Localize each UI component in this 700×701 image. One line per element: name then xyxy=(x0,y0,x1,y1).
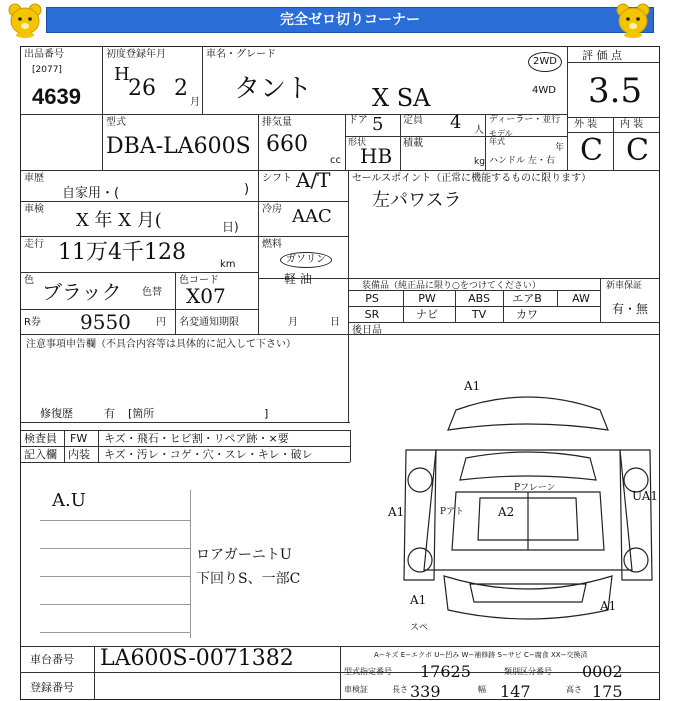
ac-label: 冷房 xyxy=(262,204,282,215)
recycle-value: 9550 xyxy=(80,310,131,334)
mascot-left-icon xyxy=(6,2,44,38)
history-value: 自家用・( xyxy=(62,186,120,201)
fuel-label: 燃料 xyxy=(262,239,282,250)
note-underbody: 下回りS、一部C xyxy=(196,571,301,587)
options-label: 装備品（純正品に限り○をつけてください） xyxy=(362,281,541,291)
size-label: 車検証 xyxy=(344,685,368,694)
name-label: 車名・グレード xyxy=(206,49,276,60)
sales-label: セールスポイント（正常に機能するものに限ります） xyxy=(352,173,592,184)
damage-mark: A1 xyxy=(388,505,405,519)
damage-mark: A1 xyxy=(600,599,617,613)
repair-label: 修復歴 xyxy=(40,407,73,420)
note-au: A.U xyxy=(52,490,86,511)
car-diagram xyxy=(396,380,660,642)
recycle-label: R券 xyxy=(24,317,41,328)
lot-label: 出品番号 xyxy=(24,49,64,60)
chassis-value: LA600S-0071382 xyxy=(100,646,294,671)
mileage-label: 走行 xyxy=(24,239,44,250)
lot-number: 4639 xyxy=(32,84,81,109)
car-name: タント xyxy=(234,74,313,104)
mileage-value: 11万4千128 xyxy=(58,240,186,265)
new-warranty-label: 新車保証 xyxy=(606,281,643,291)
doors-label: ドア xyxy=(348,115,368,126)
lot-small: [2077] xyxy=(32,65,62,75)
model-label: 型式 xyxy=(106,117,126,128)
shift-label: シフト xyxy=(262,173,292,184)
notes-label: 注意事項申告欄（不具合内容等は具体的に記入して下さい） xyxy=(26,339,296,350)
ext-label: 外 装 xyxy=(574,119,598,130)
damage-mark: A1 xyxy=(464,379,481,393)
banner xyxy=(46,7,654,33)
repair-place: [箇所 xyxy=(128,407,155,420)
color-code: X07 xyxy=(186,284,226,308)
history-close: ) xyxy=(244,182,250,197)
load-label: 積載 xyxy=(403,138,423,149)
car-grade: X SA xyxy=(372,84,431,112)
drive-2wd-label: 2WD xyxy=(533,56,557,67)
chassis-label: 車台番号 xyxy=(30,653,74,666)
inspection-close: 日) xyxy=(222,220,239,234)
length-value: 339 xyxy=(410,682,441,701)
drive-2wd xyxy=(528,52,562,72)
nen-label: 年 xyxy=(555,143,565,153)
option-item: ABS xyxy=(468,292,490,305)
inspector-fw-items: キズ・飛石・ヒビ割・リペア跡・×要 xyxy=(104,432,289,445)
inspector-fw: FW xyxy=(70,432,88,445)
width-label: 幅 xyxy=(478,685,486,694)
shape-value: HB xyxy=(360,144,393,168)
history-label: 車歴 xyxy=(24,173,44,184)
option-item: カワ xyxy=(516,308,538,321)
inspector-label-1: 検査員 xyxy=(24,432,57,445)
cap-unit: 人 xyxy=(474,125,484,136)
type-no-value: 17625 xyxy=(420,662,471,681)
banner-title: 完全ゼロ切りコーナー xyxy=(280,12,420,28)
diagram-note: スペ xyxy=(410,623,429,633)
inspector-label-2: 記入欄 xyxy=(24,448,57,461)
reg-year: 26 xyxy=(128,76,156,101)
reg-label: 初度登録年月 xyxy=(106,49,166,60)
shape-label: 形状 xyxy=(348,138,367,148)
shift-value: A/T xyxy=(296,168,331,192)
option-item: エアB xyxy=(512,292,542,305)
damage-mark: UA1 xyxy=(632,489,659,503)
ext-grade: C xyxy=(580,133,603,168)
color-value: ブラック xyxy=(42,280,122,304)
notice-day: 日 xyxy=(330,317,340,328)
mascot-right-icon xyxy=(614,2,652,38)
int-grade: C xyxy=(626,133,649,168)
inspector-int-items: キズ・汚レ・コゲ・穴・スレ・キレ・破レ xyxy=(104,448,313,461)
option-item: PW xyxy=(418,292,436,305)
option-item: AW xyxy=(572,292,590,305)
after-label: 後日品 xyxy=(352,325,382,336)
option-item: PS xyxy=(365,292,379,305)
int-label: 内 装 xyxy=(620,119,644,130)
option-item: ナビ xyxy=(416,308,438,321)
inspection-label: 車検 xyxy=(24,204,44,215)
height-value: 175 xyxy=(592,682,623,701)
damage-mark: A1 xyxy=(410,593,427,607)
sales-note: 左パワスラ xyxy=(372,190,462,211)
model-value: DBA-LA600S xyxy=(106,134,251,159)
notice-label: 名変通知期限 xyxy=(179,317,239,328)
fuel-diesel: 軽 油 xyxy=(284,272,312,286)
reg-era: H xyxy=(114,64,130,85)
score-label: 評 価 点 xyxy=(582,49,622,62)
option-item: TV xyxy=(471,308,487,321)
drive-4wd: 4WD xyxy=(532,85,556,96)
class-no-value: 0002 xyxy=(582,662,623,681)
disp-value: 660 xyxy=(266,132,308,157)
cap-value: 4 xyxy=(450,112,462,133)
inspector-int: 内装 xyxy=(68,448,90,461)
disp-label: 排気量 xyxy=(262,117,292,128)
color-code-label: 色コード xyxy=(179,275,219,286)
model-year-label: モデル年式 xyxy=(489,129,513,146)
color-label: 色 xyxy=(24,275,34,286)
cap-label: 定員 xyxy=(403,115,423,126)
reg-month-unit: 月 xyxy=(190,97,200,108)
damage-mark: A2 xyxy=(498,505,515,519)
doors-value: 5 xyxy=(372,114,384,135)
score-value: 3.5 xyxy=(588,71,643,111)
new-warranty-value: 有・無 xyxy=(612,302,649,316)
height-label: 高さ xyxy=(566,685,582,694)
inspection-value: X 年 X 月( xyxy=(76,210,162,231)
fuel-gas xyxy=(280,252,332,268)
width-value: 147 xyxy=(500,682,531,701)
class-no-label: 類別区分番号 xyxy=(504,667,552,676)
kg-unit: kg xyxy=(474,157,485,167)
reg-month: 2 xyxy=(174,76,188,101)
note-lower-garnish: ロアガーニトU xyxy=(196,547,292,563)
recycle-unit: 円 xyxy=(156,317,166,328)
cc-unit: cc xyxy=(330,155,341,166)
reg-no-label: 登録番号 xyxy=(30,681,74,694)
fuel-gas-label: ガソリン xyxy=(286,254,326,265)
color-change-label: 色替 xyxy=(142,287,162,298)
length-label: 長さ xyxy=(392,685,408,694)
repair-value: 有 xyxy=(104,407,115,420)
diagram-note: Pアト xyxy=(440,507,465,517)
mileage-unit: km xyxy=(220,259,236,270)
repair-close: ] xyxy=(264,407,269,420)
handle-label: ハンドル 左・右 xyxy=(489,156,555,166)
type-no-label: 型式指定番号 xyxy=(344,667,392,676)
dealer-label: ディーラー・並行 xyxy=(489,115,561,125)
option-item: SR xyxy=(364,308,380,321)
damage-legend: A−キズ E−エクボ U−凹み W−補修跡 S−サビ C−腐食 XX−交換済 xyxy=(374,651,588,659)
diagram-note: Pフレーン xyxy=(514,483,556,493)
notice-month: 月 xyxy=(288,317,298,328)
ac-value: AAC xyxy=(292,206,332,227)
